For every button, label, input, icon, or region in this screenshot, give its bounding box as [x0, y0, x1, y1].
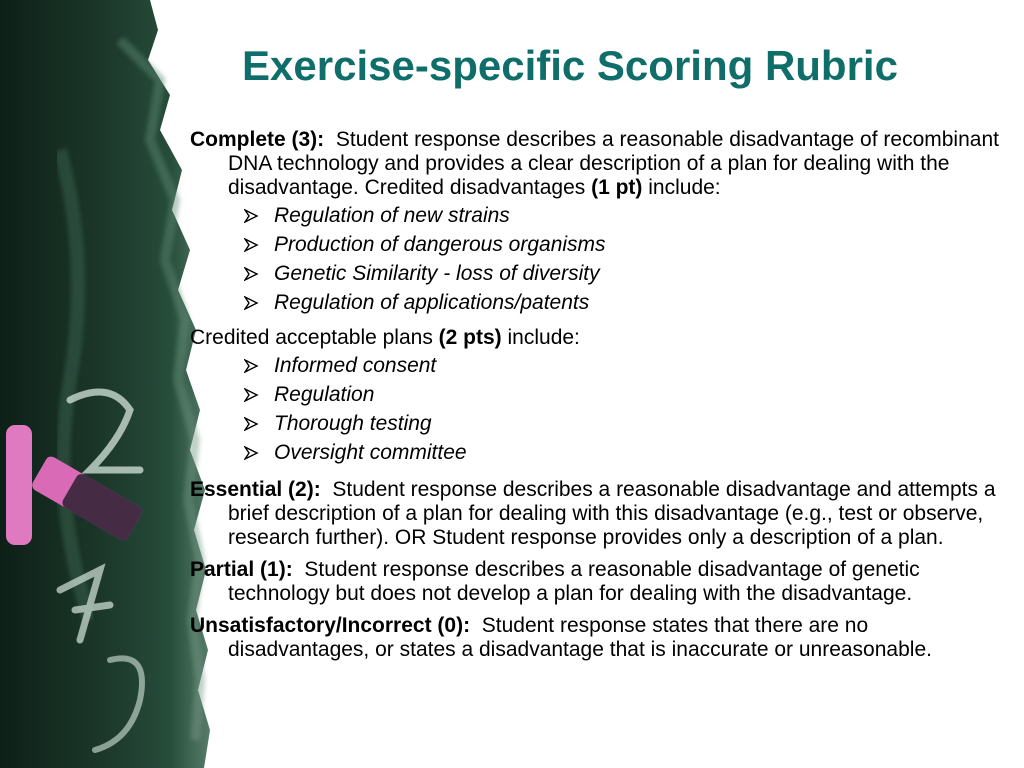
unsatisfactory-label: Unsatisfactory/Incorrect (0):	[190, 614, 471, 637]
essential-label: Essential (2):	[190, 478, 321, 501]
partial-label: Partial (1):	[190, 558, 293, 581]
arrow-bullet-icon	[244, 359, 260, 373]
plans-text-end: include:	[501, 326, 580, 349]
list-item-text: Thorough testing	[274, 412, 432, 435]
arrow-bullet-icon	[244, 417, 260, 431]
list-item-text: Genetic Similarity - loss of diversity	[274, 262, 600, 285]
list-item-text: Informed consent	[274, 354, 437, 377]
list-item	[242, 291, 1012, 315]
list-item	[242, 412, 1012, 436]
list-item	[242, 262, 1012, 286]
essential-criterion	[190, 478, 1012, 550]
list-item-text: Regulation of new strains	[274, 204, 510, 227]
list-item-text: Regulation	[274, 383, 375, 406]
unsatisfactory-criterion	[190, 614, 1012, 662]
plans-intro	[190, 326, 1012, 350]
partial-text: Student response describes a reasonable disadvantage of genetic technology but does not develop a plan for dealing with the disadvantage.	[228, 558, 920, 605]
list-item	[242, 354, 1012, 378]
list-item	[242, 383, 1012, 407]
complete-criterion	[190, 128, 1012, 200]
arrow-bullet-icon	[244, 296, 260, 310]
complete-label: Complete (3):	[190, 128, 325, 151]
plans-list	[190, 354, 1012, 465]
rubric-body	[190, 128, 1012, 662]
disadvantages-list	[190, 204, 1012, 315]
list-item-text: Regulation of applications/patents	[274, 291, 590, 314]
list-item	[242, 233, 1012, 257]
list-item	[242, 441, 1012, 465]
list-item	[242, 204, 1012, 228]
partial-criterion	[190, 558, 1012, 606]
complete-points: (1 pt)	[591, 176, 643, 199]
arrow-bullet-icon	[244, 267, 260, 281]
slide-title: Exercise-specific Scoring Rubric	[242, 42, 898, 89]
list-item-text: Production of dangerous organisms	[274, 233, 606, 256]
chalkboard-image	[0, 0, 220, 768]
essential-text: Student response describes a reasonable disadvantage and attempts a brief description of a plan for dealing with this disadvantage (e.g., test or observe, research further). OR Student response provides only a description of a plan.	[228, 478, 996, 549]
complete-text: Student response describes a reasonable disadvantage of recombinant DNA technology and provides a clear description of a plan for dealing with the disadvantage. Credited disadvantages	[228, 128, 999, 199]
chalk-piece-1	[6, 425, 32, 545]
list-item-text: Oversight committee	[274, 441, 467, 464]
plans-text: Credited acceptable plans	[190, 326, 439, 349]
unsatisfactory-text: Student response states that there are no disadvantages, or states a disadvantage that is inaccurate or unreasonable.	[228, 614, 932, 661]
complete-text-end: include:	[642, 176, 721, 199]
arrow-bullet-icon	[244, 238, 260, 252]
plans-points: (2 pts)	[438, 326, 502, 349]
arrow-bullet-icon	[244, 209, 260, 223]
arrow-bullet-icon	[244, 446, 260, 460]
arrow-bullet-icon	[244, 388, 260, 402]
